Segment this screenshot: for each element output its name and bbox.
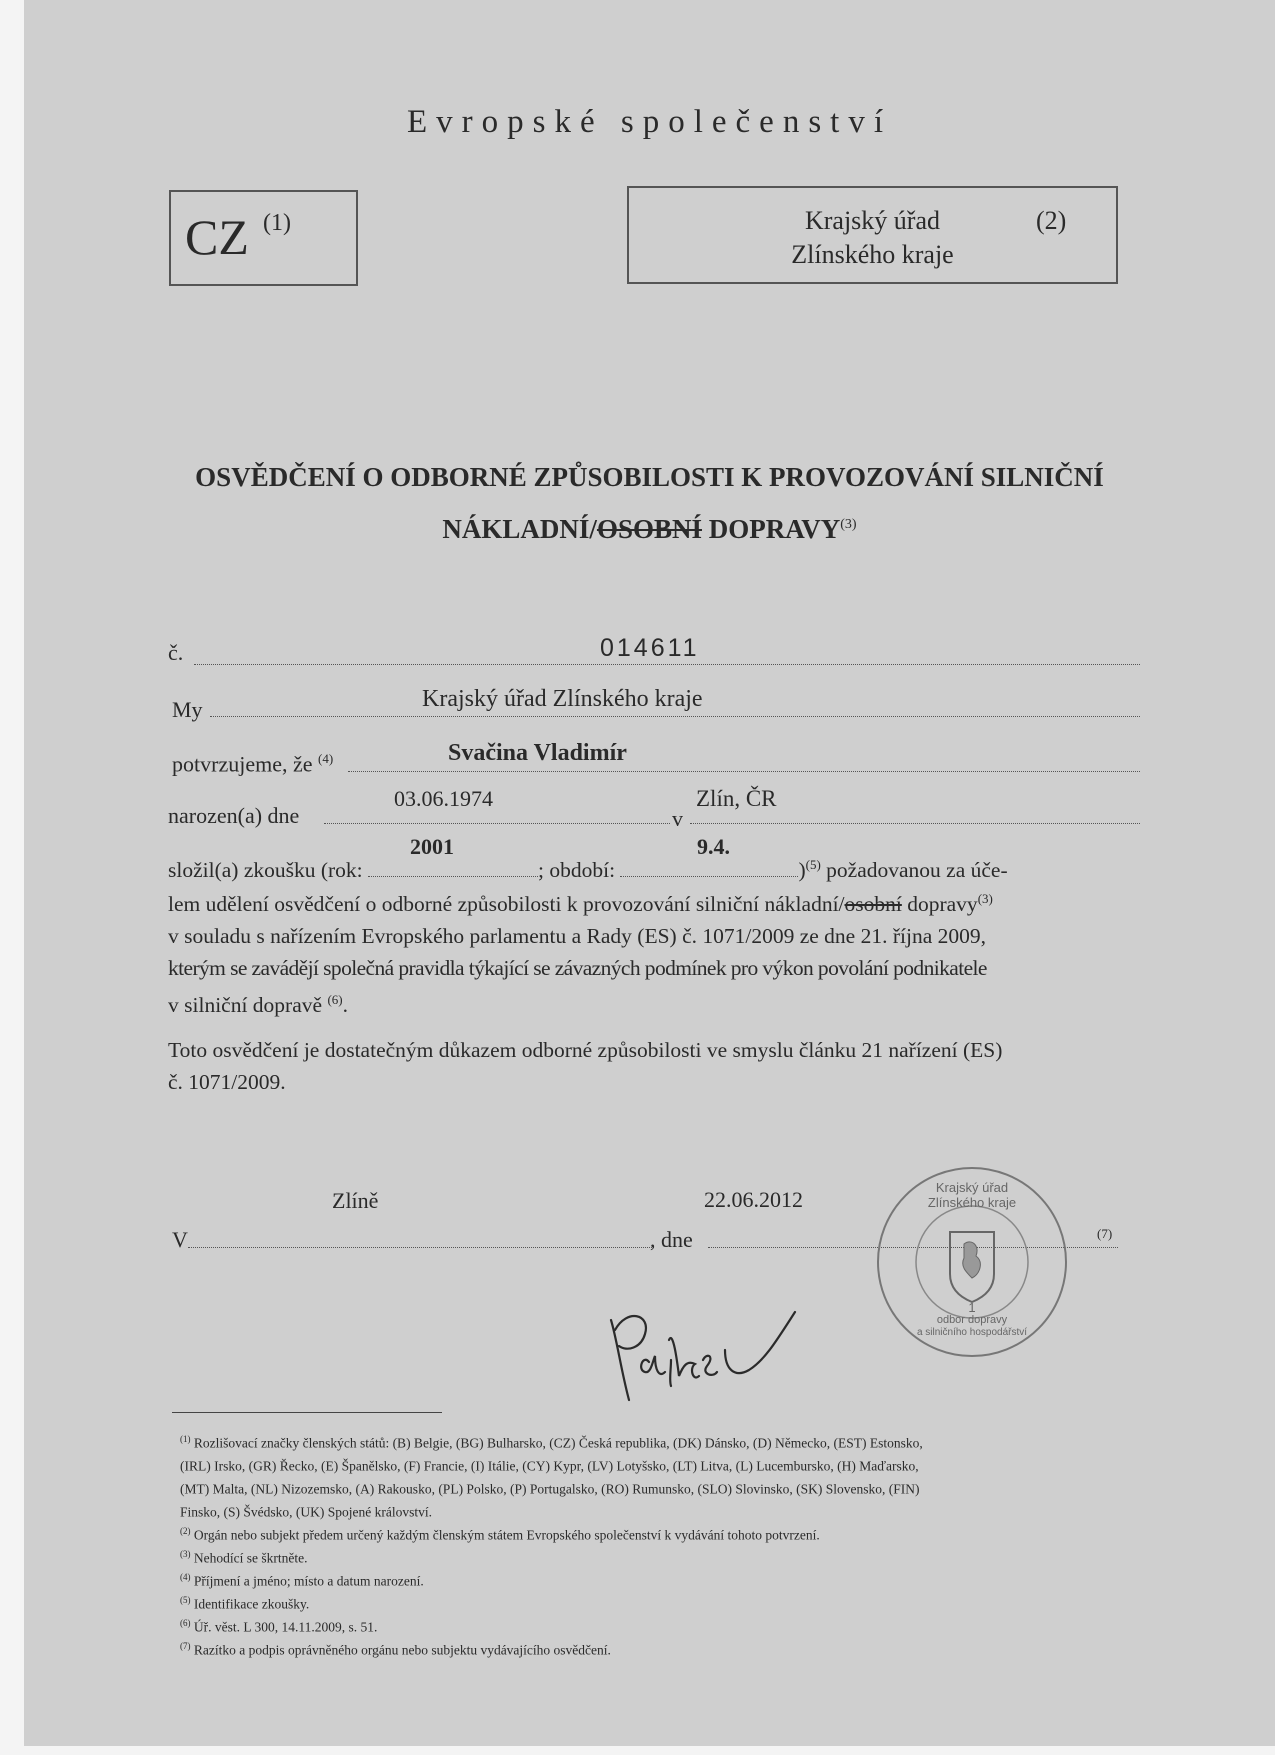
certificate-heading-line-1: OSVĚDČENÍ O ODBORNÉ ZPŮSOBILOSTI K PROVOZOVÁNÍ SILNIČNÍ (195, 462, 1104, 492)
signing-date: 22.06.2012 (704, 1187, 803, 1212)
footnote-marker: (1) (180, 1434, 191, 1444)
heading-transport: DOPRAVY (701, 514, 841, 544)
exam-line (168, 857, 1128, 883)
footnote-line (180, 1453, 1125, 1476)
exam-label-close: ) (798, 858, 806, 883)
footnote-text: Nehodící se škrtněte. (193, 1550, 308, 1566)
footnote-line (180, 1568, 1125, 1591)
footnote-line (180, 1522, 1125, 1545)
born-in-label: v (672, 806, 683, 831)
stamp-bottom-line-2: a silničního hospodářství (916, 1327, 1028, 1338)
country-code-box (169, 190, 358, 286)
body-line-3: v souladu s nařízením Evropského parlamentu a Rady (ES) č. 1071/2009 ze dne 21. října 2009, (168, 924, 986, 949)
exam-label-period: ; období: (538, 858, 616, 883)
confirm-label-text: potvrzujeme, že (172, 751, 313, 777)
exam-note: (5) (805, 857, 821, 872)
footnote-marker: (4) (180, 1572, 191, 1582)
country-code-note: (1) (263, 210, 291, 236)
heading-freight: NÁKLADNÍ/ (442, 514, 597, 544)
stamp-bottom-line-1: odbor dopravy (936, 1314, 1008, 1326)
birth-date: 03.06.1974 (394, 786, 493, 811)
footnote-line (180, 1614, 1125, 1637)
footnote-text: (MT) Malta, (NL) Nizozemsko, (A) Rakousko, (PL) Polsko, (P) Portugalsko, (RO) Rumunsko, (SLO) Slovinsko, (SK) Slovensko, (FIN) (180, 1481, 920, 1497)
footnote-text: Identifikace zkoušky. (193, 1596, 310, 1612)
footnote-line (180, 1637, 1125, 1660)
body-line-4: kterým se zavádějí společná pravidla týkající se závazných podmínek pro výkon povolání podnikatele (168, 956, 987, 981)
certificate-heading-line-2 (24, 514, 1275, 545)
stamp-number: 1 (968, 1300, 976, 1315)
footnote-marker: (5) (180, 1595, 191, 1605)
number-label: č. (168, 640, 184, 665)
born-label: narozen(a) dne (168, 803, 300, 828)
body-paragraph-1 (168, 883, 1123, 1021)
issuing-authority-name: Krajský úřad Zlínského kraje (422, 686, 703, 712)
signing-in-label: V (172, 1227, 188, 1252)
country-code: CZ (185, 209, 249, 265)
footnote-marker: (6) (180, 1618, 191, 1628)
heading-struck-passenger: OSOBNÍ (596, 514, 702, 544)
body-note-3: (3) (977, 891, 993, 906)
official-stamp (872, 1162, 1072, 1362)
footnote-line (180, 1591, 1125, 1614)
footnote-text: Razítko a podpis oprávněného orgánu nebo subjektu vydávajícího osvědčení. (193, 1642, 611, 1658)
certificate-page (24, 0, 1275, 1746)
born-date-dotted-line (324, 823, 670, 824)
footnote-line (180, 1476, 1125, 1499)
confirm-label (172, 751, 333, 777)
heading-note: (3) (840, 517, 857, 532)
footnote-line (180, 1499, 1125, 1522)
body-struck-passenger: osobní (844, 892, 902, 917)
we-label: My (172, 697, 203, 722)
footnote-text: Finsko, (S) Švédsko, (UK) Spojené království. (180, 1504, 432, 1520)
body-p2-line-1: Toto osvědčení je dostatečným důkazem odborné způsobilosti ve smyslu článku 21 nařízení (ES) (168, 1038, 1003, 1062)
body-line-2-text: lem udělení osvědčení o odborné způsobilosti k provozování silniční nákladní/ (168, 892, 845, 917)
authority-note: (2) (1036, 206, 1067, 235)
body-note-6: (6) (327, 992, 343, 1008)
exam-year: 2001 (410, 834, 454, 859)
footnote-marker: (2) (180, 1526, 191, 1536)
body-line-2 (168, 883, 1123, 920)
footnote-line (180, 1430, 1125, 1453)
exam-year-dotted-line (368, 876, 538, 877)
confirm-note: (4) (318, 751, 334, 766)
body-p2-line-2: č. 1071/2009. (168, 1070, 286, 1094)
body-line-5-text: v silniční dopravě (168, 993, 328, 1018)
handwritten-signature (599, 1300, 809, 1410)
authority-line-2: Zlínského kraje (791, 240, 954, 269)
signing-place-dotted-line (188, 1247, 654, 1248)
exam-label-purpose: požadovanou za úče- (820, 858, 1008, 883)
body-line-5-end: . (342, 993, 348, 1018)
number-dotted-line (194, 664, 1140, 665)
body-transport: dopravy (901, 892, 978, 917)
authority-line-1: Krajský úřad (804, 206, 940, 235)
issuing-authority-box (627, 186, 1118, 284)
footnote-text: Orgán nebo subjekt předem určený každým členským státem Evropského společenství k vydávání tohoto potvrzení. (193, 1527, 820, 1543)
confirm-dotted-line (348, 771, 1140, 772)
footnote-marker: (7) (180, 1641, 191, 1651)
exam-label-year: složil(a) zkoušku (rok: (168, 858, 363, 883)
exam-period: 9.4. (697, 834, 730, 859)
signing-note: (7) (1097, 1226, 1113, 1241)
footnote-marker: (3) (180, 1549, 191, 1559)
footnote-text: Příjmení a jméno; místo a datum narození. (193, 1573, 424, 1589)
exam-period-dotted-line (620, 876, 798, 877)
footnote-divider (172, 1412, 442, 1413)
footnote-text: Rozlišovací značky členských států: (B) Belgie, (BG) Bulharsko, (CZ) Česká republika, (DK) Dánsko, (D) Německo, (EST) Estonsko, (193, 1435, 923, 1451)
body-paragraph-2 (168, 1034, 1123, 1098)
footnote-text: (IRL) Irsko, (GR) Řecko, (E) Španělsko, (F) Francie, (I) Itálie, (CY) Kypr, (LV) Lotyšsko, (LT) Litva, (L) Lucembursko, (H) Maďarsko, (180, 1458, 919, 1474)
we-dotted-line (210, 716, 1140, 717)
footnotes (180, 1430, 1125, 1660)
born-place-dotted-line (690, 823, 1140, 824)
footnote-text: Úř. věst. L 300, 14.11.2009, s. 51. (193, 1619, 378, 1635)
document-header-title: Evropské společenství (406, 104, 893, 140)
stamp-top-text: Krajský úřad Zlínského kraje (927, 1180, 1017, 1210)
body-line-5 (168, 984, 1123, 1021)
birth-place: Zlín, ČR (696, 786, 777, 811)
signing-date-label: , dne (650, 1227, 693, 1252)
footnote-line (180, 1545, 1125, 1568)
holder-name: Svačina Vladimír (448, 740, 627, 766)
certificate-number: 014611 (600, 634, 700, 662)
signing-place: Zlíně (332, 1188, 379, 1213)
